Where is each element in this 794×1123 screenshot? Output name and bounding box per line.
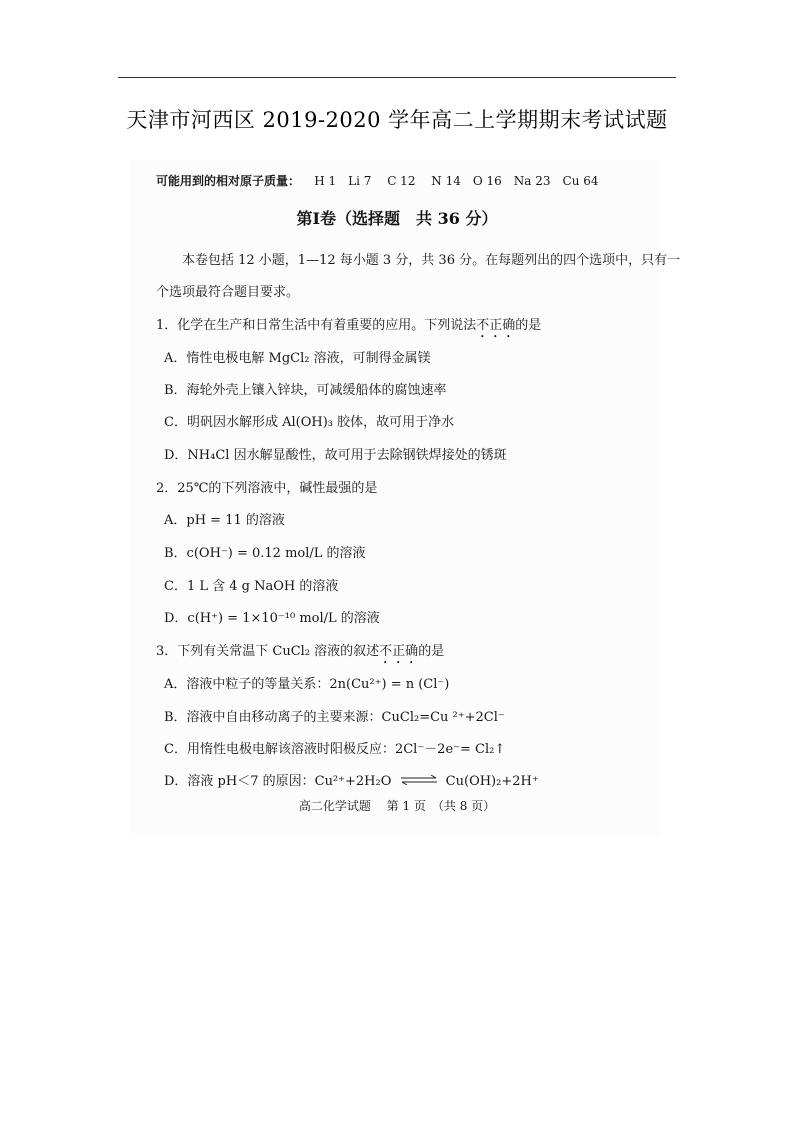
- question-3-option-b: B．溶液中自由移动离子的主要来源：CuCl₂=Cu ²⁺+2Cl⁻: [164, 710, 505, 725]
- atomic-mass-line: [156, 172, 599, 189]
- question-3-emphasis: 不正确: [379, 644, 419, 659]
- question-1-emphasis: 不正确: [476, 318, 516, 333]
- atomic-mass-values: H 1 Li 7 C 12 N 14 O 16 Na 23 Cu 64: [314, 174, 599, 188]
- header-rule: [118, 77, 676, 78]
- question-2-stem: 2．25℃的下列溶液中，碱性最强的是: [156, 481, 378, 496]
- question-1-option-a: A．惰性电极电解 MgCl₂ 溶液，可制得金属镁: [164, 351, 431, 366]
- document-title: 天津市河西区 2019-2020 学年高二上学期期末考试试题: [126, 108, 668, 132]
- question-3-stem-text: 3．下列有关常温下 CuCl₂ 溶液的叙述: [156, 644, 380, 659]
- question-3-stem-end: 的是: [418, 644, 445, 659]
- question-3-stem: [156, 640, 444, 667]
- question-3-option-d-text: D．溶液 pH＜7 的原因：Cu²⁺+2H₂O: [164, 774, 392, 789]
- question-3-option-a: A．溶液中粒子的等量关系：2n(Cu²⁺) = n (Cl⁻): [164, 677, 450, 692]
- question-3-option-d-product: Cu(OH)₂+2H⁺: [445, 774, 539, 789]
- equilibrium-arrow-icon: [400, 774, 438, 789]
- question-1-stem-text: 1．化学在生产和日常生活中有着重要的应用。下列说法: [156, 318, 477, 333]
- question-3-option-d: [164, 770, 539, 789]
- question-1-stem-end: 的是: [515, 318, 542, 333]
- question-3-option-c: C．用惰性电极电解该溶液时阳极反应：2Cl⁻－2e⁻= Cl₂↑: [164, 742, 506, 757]
- section-title: 第Ⅰ卷（选择题 共 36 分）: [296, 209, 498, 228]
- page-footer: 高二化学试题 第 1 页 （共 8 页）: [298, 799, 496, 813]
- question-2-option-d: D．c(H⁺) = 1×10⁻¹⁰ mol/L 的溶液: [164, 611, 380, 626]
- question-2-option-a: A．pH = 11 的溶液: [164, 513, 285, 528]
- instruction-line-2: 个选项最符合题目要求。: [156, 285, 300, 300]
- question-1-option-d: D．NH₄Cl 因水解显酸性，故可用于去除钢铁焊接处的锈斑: [164, 448, 507, 463]
- question-2-option-c: C．1 L 含 4 g NaOH 的溶液: [164, 579, 339, 594]
- atomic-mass-label: 可能用到的相对原子质量：: [156, 174, 301, 188]
- question-1-stem: [156, 314, 541, 341]
- question-1-option-c: C．明矾因水解形成 Al(OH)₃ 胶体，故可用于净水: [164, 415, 455, 430]
- question-1-option-b: B．海轮外壳上镶入锌块，可减缓船体的腐蚀速率: [164, 383, 447, 398]
- question-2-option-b: B．c(OH⁻) = 0.12 mol/L 的溶液: [164, 546, 366, 561]
- instruction-line-1: 本卷包括 12 小题，1—12 每小题 3 分，共 36 分。在每题列出的四个选项中，只有一: [182, 253, 681, 268]
